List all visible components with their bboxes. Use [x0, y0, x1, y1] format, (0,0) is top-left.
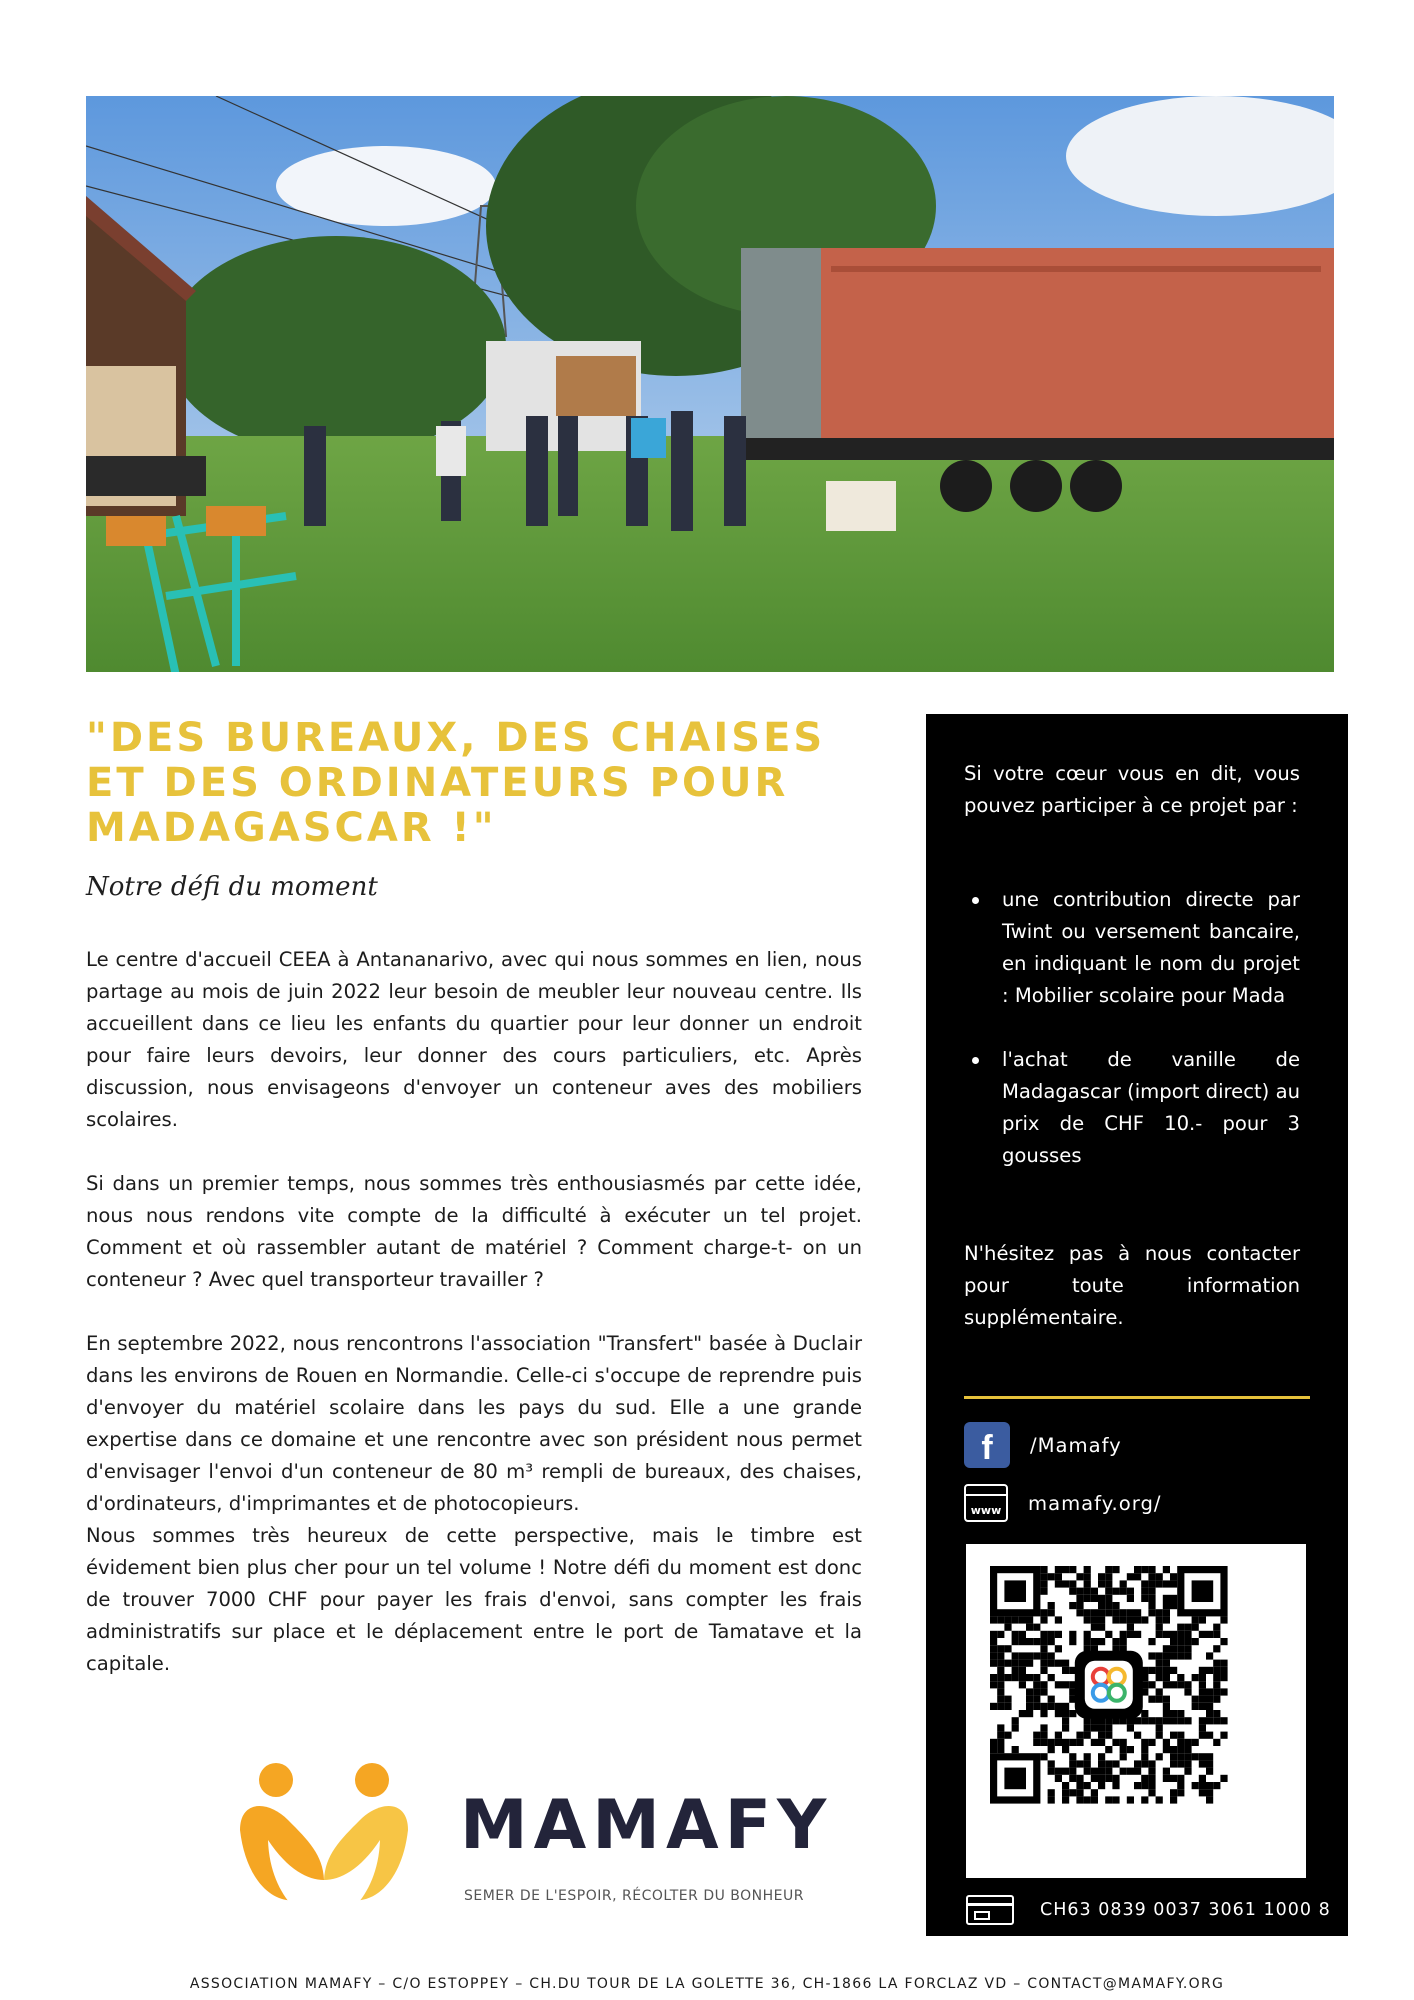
- facebook-link[interactable]: [964, 1422, 1122, 1468]
- article-headline: "DES BUREAUX, DES CHAISES ET DES ORDINATEURS POUR MADAGASCAR !": [86, 715, 826, 851]
- participation-options: [964, 884, 1300, 1204]
- mamafy-logo: [228, 1760, 833, 1940]
- footer-address: ASSOCIATION MAMAFY – C/O ESTOPPEY – CH.DU TOUR DE LA GOLETTE 36, CH-1866 LA FORCLAZ VD – CONTACT@MAMAFY.ORG: [189, 1976, 1225, 1992]
- sidebar-contact-note: N'hésitez pas à nous contacter pour toute information supplémentaire.: [964, 1242, 1300, 1329]
- facebook-label: /Mamafy: [1030, 1433, 1122, 1457]
- article-body: [86, 944, 862, 1680]
- logo-wordmark: MAMAFY: [460, 1786, 833, 1865]
- paragraph: En septembre 2022, nous rencontrons l'association "Transfert" basée à Duclair dans les environs de Rouen en Normandie. Celle-ci s'occupe de reprendre puis d'envoyer du matériel scolaire dans les pays du sud. Elle a une grande expertise dans ce domaine et une rencontre avec son président nous permet d'envisager l'envoi d'un conteneur de 80 m³ rempli de bureaux, des chaises, d'ordinateurs, d'imprimantes et de photocopieurs.: [86, 1332, 862, 1515]
- list-item: une contribution directe par Twint ou versement bancaire, en indiquant le nom du projet : Mobilier scolaire pour Mada: [964, 884, 1300, 1012]
- website-link[interactable]: [964, 1480, 1162, 1526]
- website-label: mamafy.org/: [1028, 1491, 1162, 1515]
- www-icon: www: [964, 1484, 1008, 1522]
- sidebar-intro: Si votre cœur vous en dit, vous pouvez participer à ce projet par :: [964, 762, 1300, 817]
- facebook-icon: f: [964, 1422, 1010, 1468]
- iban: [966, 1892, 1331, 1928]
- twint-qr-code: [966, 1544, 1306, 1878]
- bank-card-icon: [966, 1895, 1014, 1925]
- paragraph: Le centre d'accueil CEEA à Antananarivo, avec qui nous sommes en lien, nous partage au mois de juin 2022 leur besoin de meubler leur nouveau centre. Ils accueillent dans ce lieu les enfants du quartier pour leur donner un endroit pour faire leurs devoirs, leur donner des cours particuliers, etc. Après discussion, nous envisageons d'envoyer un conteneur aves des mobiliers scolaires.: [86, 948, 862, 1131]
- volunteers-loading-container-photo: [86, 96, 1334, 672]
- list-item: l'achat de vanille de Madagascar (import direct) au prix de CHF 10.- pour 3 gousses: [964, 1044, 1300, 1172]
- mamafy-logo-mark: [228, 1760, 428, 1940]
- iban-number: CH63 0839 0037 3061 1000 8: [1040, 1900, 1331, 1920]
- paragraph: Si dans un premier temps, nous sommes très enthousiasmés par cette idée, nous nous rendons vite compte de la difficulté à exécuter un tel projet. Comment et où rassembler autant de matériel ? Comment charge-t- on un conteneur ? Avec quel transporteur travailler ?: [86, 1172, 862, 1291]
- paragraph: Nous sommes très heureux de cette perspective, mais le timbre est évidement bien plus cher pour un tel volume ! Notre défi du moment est donc de trouver 7000 CHF pour payer les frais d'envoi, sans compter les frais administratifs sur place et le déplacement entre le port de Tamatave et la capitale.: [86, 1524, 862, 1675]
- donation-sidebar: [926, 714, 1348, 1936]
- article-subtitle: Notre défi du moment: [86, 872, 378, 902]
- divider: [964, 1396, 1310, 1399]
- logo-tagline: SEMER DE L'ESPOIR, RÉCOLTER DU BONHEUR: [464, 1888, 805, 1904]
